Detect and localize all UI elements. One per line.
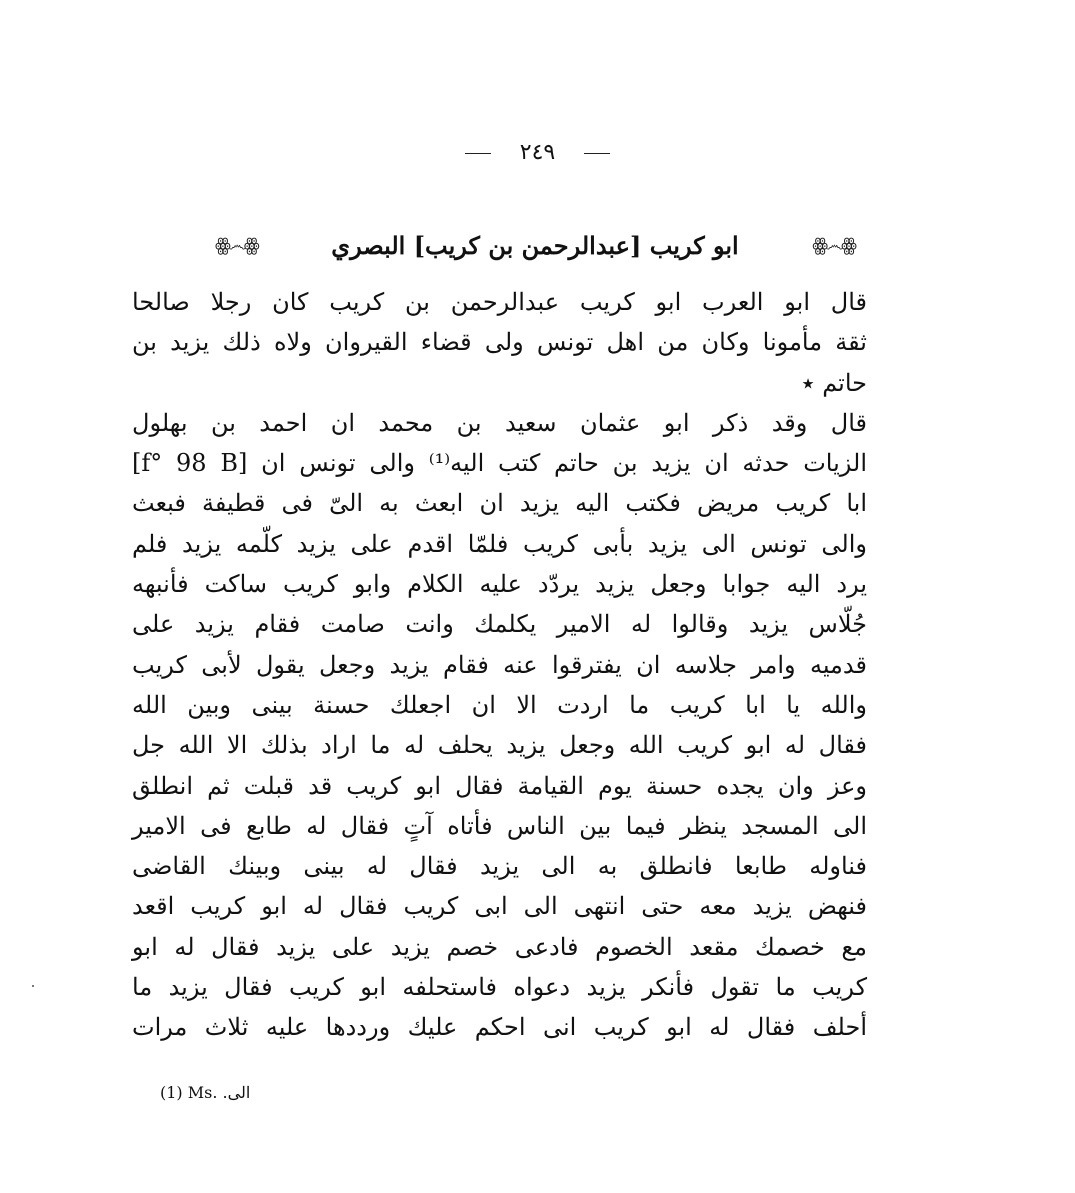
- text-line: الى المسجد ينظر فيما بين الناس فأتاه آتٍ فقال له طابع فى الامير: [132, 811, 867, 840]
- text-line: قال ابو العرب ابو كريب عبدالرحمن بن كريب كان رجلا صالحا: [132, 288, 867, 316]
- text-line: قال وقد ذكر ابو عثمان سعيد بن محمد ان احمد بن بهلول: [132, 408, 867, 437]
- scan-speck: [32, 985, 34, 987]
- text-line: أحلف فقال له ابو كريب انى احكم عليك ورددها عليه ثلاث مرات: [132, 1013, 867, 1042]
- text-line: يرد اليه جوابا وجعل يزيد يردّد عليه الكلام وابو كريب ساكت فأنبهه: [132, 570, 867, 599]
- body-text: [132, 282, 907, 1048]
- ornament-right-icon: ꙮ෴ꙮ: [812, 234, 855, 256]
- text-line: الزيات حدثه ان يزيد بن حاتم كتب اليه⁽¹⁾ والى تونس ان [f° 98 B]: [132, 449, 868, 478]
- text-line: فناوله طابعا فانطلق به الى يزيد فقال له بينى وبينك القاضى: [132, 852, 867, 881]
- section-heading: ابو كريب [عبدالرحمن بن كريب] البصري: [331, 230, 739, 260]
- text-line: قدميه وامر جلاسه ان يفترقوا عنه فقام يزيد وجعل يقول لأبى كريب: [132, 650, 867, 679]
- text-line: والله يا ابا كريب ما اردت الا ان اجعلك حسنة بينى وبين الله: [132, 690, 867, 719]
- paragraph-2: [132, 403, 907, 1048]
- heading-row: [215, 228, 855, 262]
- text-line: وعز وان يجده حسنة يوم القيامة فقال ابو كريب قد قبلت ثم انطلق: [132, 771, 867, 800]
- text-line: جُلّاس يزيد وقالوا له الامير يكلمك وانت صامت فقام يزيد على: [132, 610, 867, 639]
- footnote-marker: (1) Ms.: [160, 1083, 218, 1102]
- paragraph-1: [132, 282, 907, 403]
- text-line: فنهض يزيد معه حتى انتهى الى ابى كريب فقال له ابو كريب اقعد: [132, 892, 867, 921]
- page-number: [0, 140, 1075, 165]
- text-line: مع خصمك مقعد الخصوم فادعى خصم يزيد على يزيد فقال له ابو: [132, 932, 867, 961]
- text-line: والى تونس الى يزيد بأبى كريب فلمّا اقدم على يزيد كلّمه يزيد فلم: [132, 529, 867, 558]
- ornament-left-icon: ꙮ෴ꙮ: [215, 234, 258, 256]
- page-number-text: ٢٤٩: [519, 140, 556, 165]
- text-line: ثقة مأمونا وكان من اهل تونس ولى قضاء القيروان ولاه ذلك يزيد بن: [132, 328, 867, 357]
- footnote: [160, 1083, 250, 1102]
- footnote-text: الى.: [222, 1083, 251, 1102]
- text-line: فقال له ابو كريب الله وجعل يزيد يحلف له ما اراد بذلك الا الله جل: [132, 731, 867, 760]
- text-line: ابا كريب مريض فكتب اليه يزيد ان ابعث به الىّ فى قطيفة فبعث: [132, 489, 867, 518]
- text-line: كريب ما تقول فأنكر يزيد دعواه فاستحلفه ابو كريب فقال يزيد ما: [132, 973, 867, 1002]
- text-line: حاتم ٭: [801, 368, 867, 397]
- page-number-right-dash: [584, 153, 610, 154]
- page-number-left-dash: [465, 153, 491, 154]
